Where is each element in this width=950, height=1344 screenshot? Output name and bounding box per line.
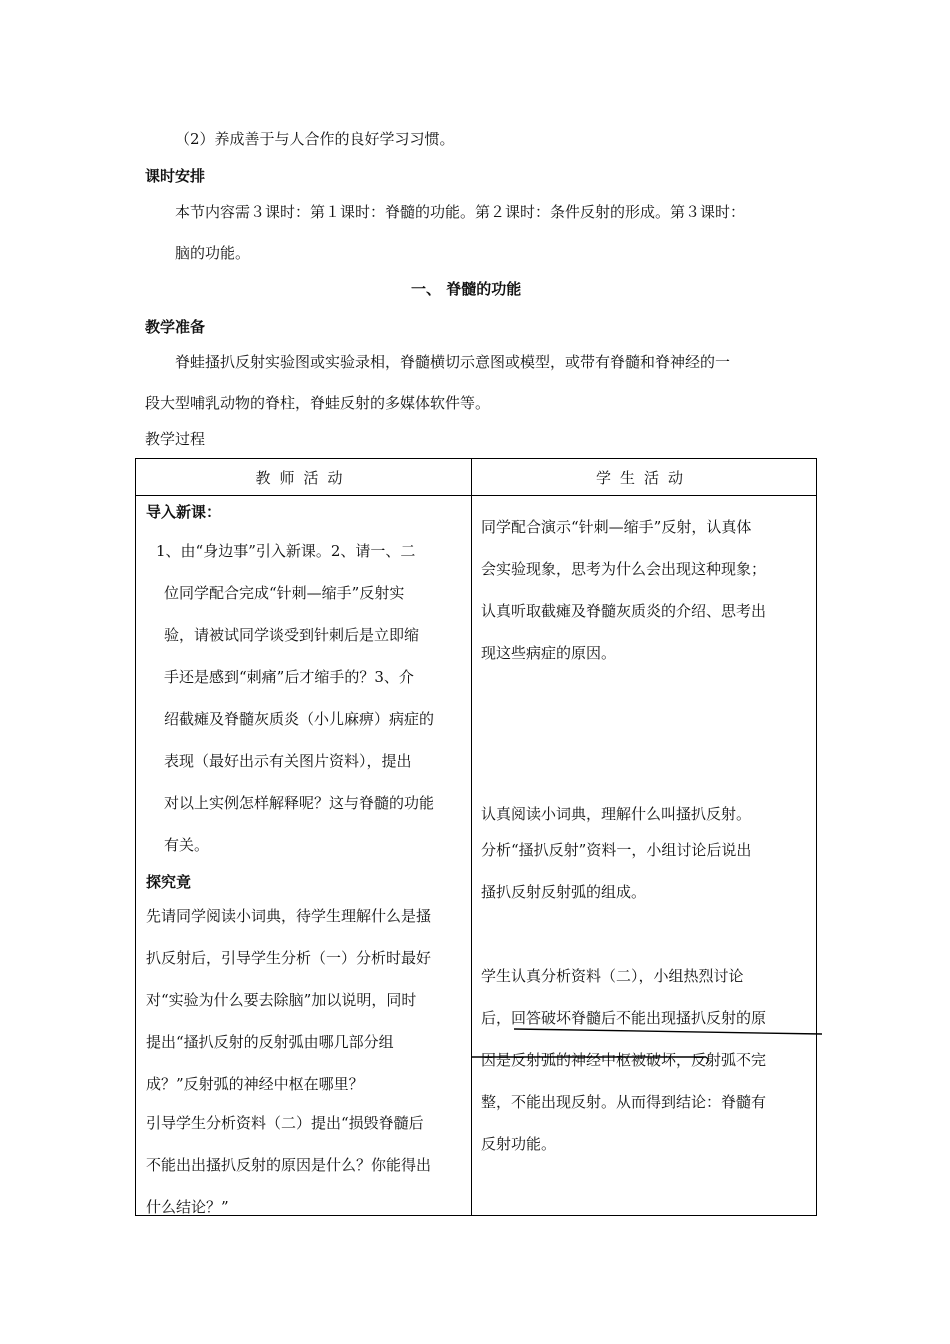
student-line: 认真阅读小词典，理解什么叫搔扒反射。: [481, 805, 752, 823]
strike-annotation: [470, 1020, 830, 1080]
teacher-intro-line: 1、由“身边事”引入新课。2、请一、二: [156, 542, 416, 560]
teacher-intro-line: 位同学配合完成“针刺—缩手”反射实: [164, 584, 405, 602]
student-line: 现这些病症的原因。: [481, 644, 617, 662]
teacher-explore-line: 对“实验为什么要去除脑”加以说明，同时: [146, 991, 417, 1009]
student-line: 认真听取截瘫及脊髓灰质炎的介绍、思考出: [481, 602, 767, 620]
teacher-intro-line: 有关。: [164, 836, 210, 854]
student-line: 搔扒反射反射弧的组成。: [481, 883, 647, 901]
student-line: 会实验现象，思考为什么会出现这种现象；: [481, 560, 767, 578]
teacher-intro-line: 绍截瘫及脊髓灰质炎（小儿麻痹）病症的: [164, 710, 435, 728]
teacher-intro-line: 手还是感到“刺痛”后才缩手的？3、介: [164, 668, 414, 686]
teacher-explore-line: 先请同学阅读小词典，待学生理解什么是搔: [146, 907, 432, 925]
intro-heading: 导入新课：: [146, 503, 222, 521]
explore-heading: 探究竟: [146, 873, 192, 891]
student-line: 同学配合演示“针刺—缩手”反射，认真体: [481, 518, 752, 536]
student-line: 整，不能出现反射。从而得到结论：脊髓有: [481, 1093, 767, 1111]
student-column-header: 学生活动: [472, 459, 817, 496]
student-line: 反射功能。: [481, 1135, 557, 1153]
schedule-heading: 课时安排: [145, 167, 206, 185]
teacher-explore-line: 扒反射后，引导学生分析（一）分析时最好: [146, 949, 432, 967]
process-heading: 教学过程: [145, 430, 206, 448]
teacher-intro-line: 对以上实例怎样解释呢？这与脊髓的功能: [164, 794, 435, 812]
teacher-column-header: 教师活动: [136, 459, 472, 496]
teacher-explore-line: 不能出出搔扒反射的原因是什么？你能得出: [146, 1156, 432, 1174]
teacher-intro-line: 验，请被试同学谈受到针刺后是立即缩: [164, 626, 420, 644]
teacher-explore-line: 成？”反射弧的神经中枢在哪里？: [146, 1075, 364, 1093]
student-line: 因是反射弧的神经中枢被破坏，反射弧不完: [481, 1051, 767, 1069]
student-line: 分析“搔扒反射”资料一，小组讨论后说出: [481, 841, 752, 859]
preparation-line-2: 段大型哺乳动物的脊柱，脊蛙反射的多媒体软件等。: [145, 394, 491, 412]
teacher-explore-line: 引导学生分析资料（二）提出“损毁脊髓后: [146, 1114, 424, 1132]
teacher-explore-line: 提出“搔扒反射的反射弧由哪几部分组: [146, 1033, 394, 1051]
preparation-heading: 教学准备: [145, 318, 206, 336]
schedule-line-2: 脑的功能。: [175, 244, 251, 262]
preparation-line-1: 脊蛙搔扒反射实验图或实验录相，脊髓横切示意图或模型，或带有脊髓和脊神经的一: [175, 353, 731, 371]
student-line: 后，回答破坏脊髓后不能出现搔扒反射的原: [481, 1009, 767, 1027]
teacher-explore-line: 什么结论？”: [146, 1198, 229, 1216]
student-line: 学生认真分析资料（二），小组热烈讨论: [481, 967, 744, 985]
teaching-process-table: [135, 458, 817, 1216]
schedule-line-1: 本节内容需３课时：第１课时：脊髓的功能。第２课时：条件反射的形成。第３课时：: [175, 203, 746, 221]
teacher-activity-cell: [136, 496, 472, 1216]
objective-line: （2）养成善于与人合作的良好学习习惯。: [175, 130, 455, 148]
student-activity-cell: [472, 496, 817, 1216]
teacher-intro-line: 表现（最好出示有关图片资料），提出: [164, 752, 412, 770]
section-title: 一、 脊髓的功能: [411, 280, 522, 298]
